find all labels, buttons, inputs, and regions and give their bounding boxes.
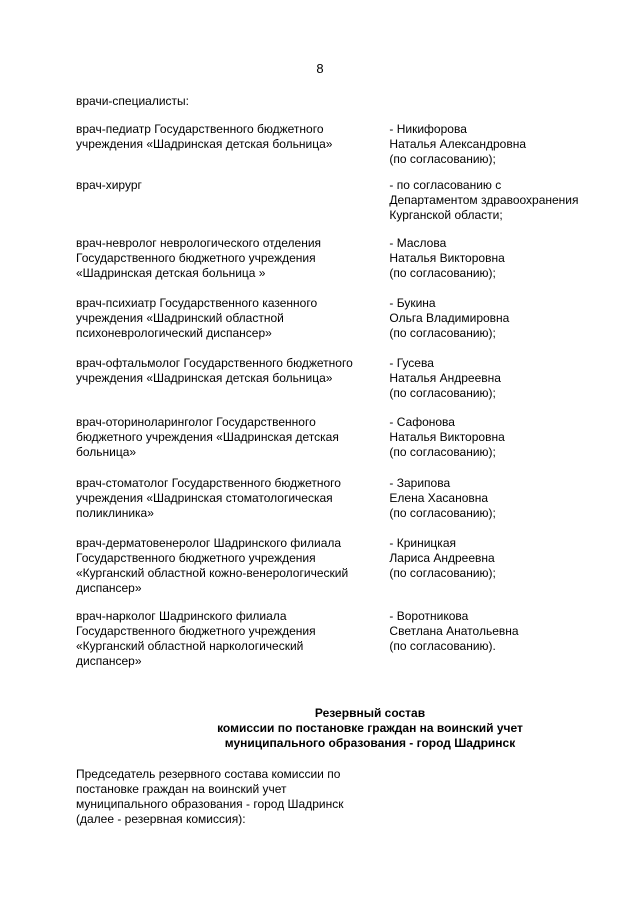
chairman-text: Председатель резервного состава комиссии по постановке граждан на воинский учет муниципального образования - город Шадринск (далее - резервная комиссия): (76, 767, 344, 826)
member-person: - Никифорова Наталья Александровна (по согласованию); (389, 122, 526, 166)
member-person: - по согласованию с Департаментом здравоохранения Курганской области; (389, 178, 579, 222)
member-role: врач-офтальмолог Государственного бюджетного учреждения «Шадринская детская больница» (76, 356, 353, 385)
member-row (76, 356, 616, 415)
member-role: врач-хирург (76, 178, 142, 192)
member-row (76, 236, 616, 296)
member-person: - Зарипова Елена Хасановна (по согласованию); (389, 476, 496, 520)
reserve-heading: Резервный состав комиссии по постановке граждан на воинский учет муниципального образования - город Шадринск (217, 706, 523, 750)
member-row (76, 536, 616, 609)
member-role: врач-педиатр Государственного бюджетного учреждения «Шадринская детская больница» (76, 122, 333, 151)
member-person: - Криницкая Лариса Андреевна (по согласованию); (389, 536, 496, 580)
member-person: - Букина Ольга Владимировна (по согласованию); (389, 296, 510, 340)
member-row (76, 296, 616, 356)
member-row (76, 609, 616, 671)
section-intro: врачи-специалисты: (76, 94, 189, 108)
member-person: - Сафонова Наталья Викторовна (по согласованию); (389, 415, 505, 459)
page-number: 8 (316, 61, 324, 76)
member-person: - Гусева Наталья Андреевна (по согласованию); (389, 356, 501, 400)
member-row (76, 415, 616, 476)
member-row (76, 178, 616, 236)
member-person: - Маслова Наталья Викторовна (по согласованию); (389, 236, 505, 280)
members-list (76, 122, 616, 671)
member-role: врач-невролог неврологического отделения Государственного бюджетного учреждения «Шадринская детская больница » (76, 236, 322, 280)
member-row (76, 476, 616, 536)
member-role: врач-нарколог Шадринского филиала Государственного бюджетного учреждения «Курганский областной наркологический диспансер» (76, 609, 316, 668)
member-role: врач-оториноларинголог Государственного бюджетного учреждения «Шадринская детская больница» (76, 415, 339, 459)
member-role: врач-стоматолог Государственного бюджетного учреждения «Шадринская стоматологическая поликлиника» (76, 476, 341, 520)
member-role: врач-психиатр Государственного казенного учреждения «Шадринский областной психоневрологический диспансер» (76, 296, 318, 340)
member-role: врач-дерматовенеролог Шадринского филиала Государственного бюджетного учреждения «Курганский областной кожно-венерологический диспансер» (76, 536, 349, 595)
member-row (76, 122, 616, 178)
member-person: - Воротникова Светлана Анатольевна (по согласованию). (389, 609, 519, 653)
